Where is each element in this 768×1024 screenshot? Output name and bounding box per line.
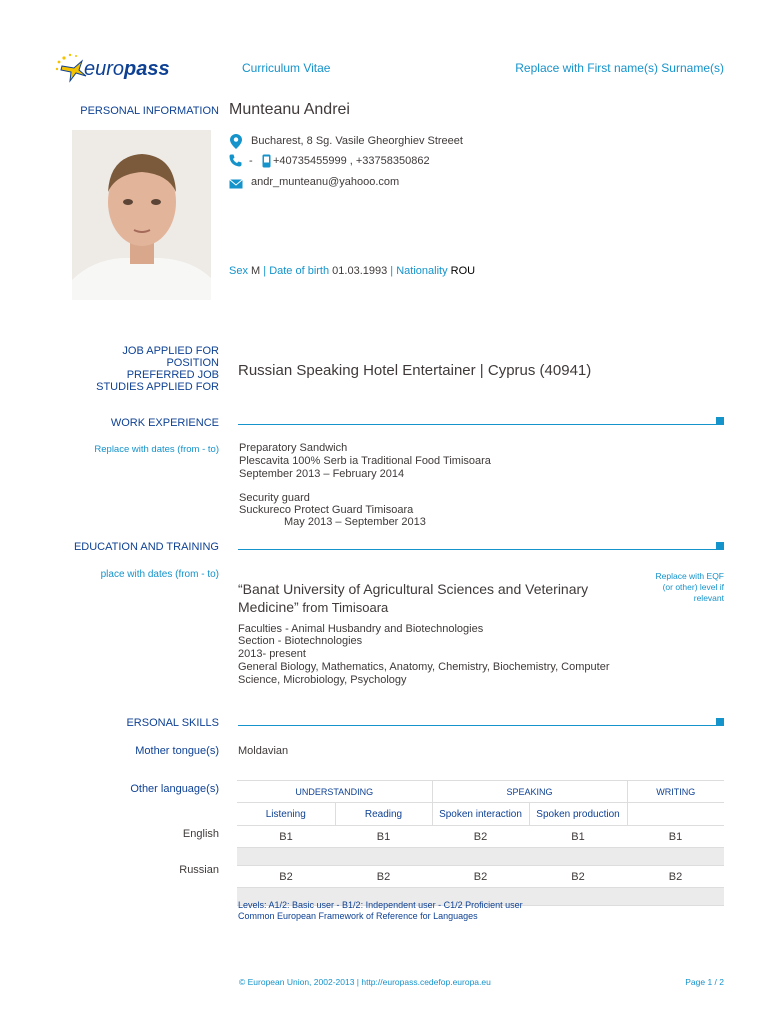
job-label-3: PREFERRED JOB	[126, 369, 219, 381]
mobile-phone-icon	[262, 154, 271, 168]
nationality-value: ROU	[450, 265, 476, 277]
personal-info-label: PERSONAL INFORMATION	[80, 105, 219, 117]
separator: |	[390, 265, 394, 277]
location-pin-icon	[230, 134, 242, 149]
level-cell: B2	[668, 870, 683, 883]
doc-title: Curriculum Vitae	[242, 61, 331, 75]
personal-details	[229, 265, 475, 277]
other-languages-label: Other language(s)	[130, 783, 219, 795]
personal-skills-label: ERSONAL SKILLS	[126, 717, 219, 729]
level-cell: B2	[571, 870, 585, 883]
level-cell: B1	[376, 830, 391, 843]
email-text: andr_munteanu@yahooo.com	[251, 176, 400, 188]
logo-text-euro: euro	[84, 58, 125, 80]
language-table	[237, 780, 724, 906]
work-experience-label: WORK EXPERIENCE	[110, 417, 219, 429]
institution-name-end: Medicine”	[238, 599, 299, 615]
header-understanding: UNDERSTANDING	[237, 781, 432, 803]
name-placeholder: Replace with First name(s) Surname(s)	[515, 61, 724, 75]
header-writing: WRITING	[627, 781, 724, 803]
mobile-text: +40735455999 , +33758350862	[273, 155, 430, 167]
job2-title: Security guard	[239, 492, 310, 504]
dob-value: 01.03.1993	[332, 265, 388, 277]
phone-icon	[229, 154, 242, 167]
subheader-writing	[627, 803, 724, 826]
logo-text-pass: pass	[124, 58, 170, 80]
table-row	[237, 866, 724, 888]
subheader-spoken-interaction: Spoken interaction	[432, 803, 529, 826]
mother-tongue-value: Moldavian	[238, 745, 289, 757]
dob-label: Date of birth	[269, 265, 330, 277]
language-table-header	[237, 781, 724, 803]
certificate-row	[237, 848, 724, 866]
work-dates-label: Replace with dates (from - to)	[94, 444, 219, 455]
institution-line-1: “Banat University of Agricultural Sciences and Veterinary	[238, 581, 589, 597]
applicant-photo	[72, 130, 211, 300]
table-row	[237, 826, 724, 848]
sex-value: M	[251, 265, 261, 277]
level-cell: B2	[279, 870, 293, 883]
job-title: Russian Speaking Hotel Entertainer | Cyprus (40941)	[238, 362, 592, 379]
education-line-2: Section - Biotechnologies	[238, 635, 363, 647]
section-divider	[238, 549, 718, 550]
subheader-spoken-production: Spoken production	[529, 803, 627, 826]
education-line-3: 2013- present	[238, 648, 306, 660]
person-photo-icon	[72, 130, 211, 300]
education-line-4: General Biology, Mathematics, Anatomy, Chemistry, Biochemistry, Computer	[238, 661, 610, 673]
europass-logo	[52, 52, 170, 84]
eqf-label-1: Replace with EQF	[655, 571, 724, 581]
job-label-2: POSITION	[166, 357, 219, 369]
applicant-name: Munteanu Andrei	[229, 101, 350, 118]
eqf-label-3: relevant	[693, 593, 724, 603]
section-divider	[238, 424, 718, 425]
section-divider	[238, 725, 718, 726]
job-label-1: JOB APPLIED FOR	[122, 345, 219, 357]
job1-title: Preparatory Sandwich	[239, 442, 348, 454]
section-marker	[716, 417, 724, 425]
level-cell: B2	[473, 830, 488, 843]
education-line-5: Science, Microbiology, Psychology	[238, 674, 407, 686]
header-speaking: SPEAKING	[432, 781, 627, 803]
language-table-subheader	[237, 803, 724, 826]
institution-line-2	[238, 599, 388, 615]
job2-dates: May 2013 – September 2013	[284, 516, 426, 528]
email-icon	[229, 179, 243, 189]
education-label: EDUCATION AND TRAINING	[73, 541, 219, 553]
subheader-listening: Listening	[237, 803, 335, 826]
separator: |	[263, 265, 267, 277]
level-cell: B1	[571, 830, 585, 843]
job-label-4: STUDIES APPLIED FOR	[96, 381, 219, 393]
sex-label: Sex	[229, 265, 248, 277]
institution-city: from Timisoara	[298, 600, 389, 615]
level-cell: B2	[473, 870, 488, 883]
nationality-label: Nationality	[396, 265, 448, 277]
education-line-1: Faculties - Animal Husbandry and Biotechnologies	[238, 623, 484, 635]
level-cell: B1	[668, 830, 683, 843]
job2-employer: Suckureco Protect Guard Timisoara	[239, 504, 414, 516]
subheader-reading: Reading	[335, 803, 432, 826]
cefr-legend: Common European Framework of Reference for Languages	[238, 911, 478, 921]
language-name-russian: Russian	[179, 864, 219, 876]
address-text: Bucharest, 8 Sg. Vasile Gheorghiev Streeet	[251, 135, 463, 147]
language-name-english: English	[182, 828, 219, 840]
education-dates-label: place with dates (from - to)	[100, 569, 219, 580]
levels-legend: Levels: A1/2: Basic user - B1/2: Independent user - C1/2 Proficient user	[238, 900, 523, 910]
footer-copyright: © European Union, 2002-2013 | http://europass.cedefop.europa.eu	[239, 977, 491, 987]
phone-text: -	[249, 155, 253, 167]
job1-employer: Plescavita 100% Serb ia Traditional Food Timisoara	[239, 455, 491, 467]
job1-dates: September 2013 – February 2014	[239, 468, 405, 480]
section-marker	[716, 718, 724, 726]
footer-page-number: Page 1 / 2	[685, 977, 724, 987]
level-cell: B1	[279, 830, 293, 843]
level-cell: B2	[376, 870, 391, 883]
mother-tongue-label: Mother tongue(s)	[135, 745, 219, 757]
section-marker	[716, 542, 724, 550]
eqf-label-2: (or other) level if	[662, 582, 724, 592]
